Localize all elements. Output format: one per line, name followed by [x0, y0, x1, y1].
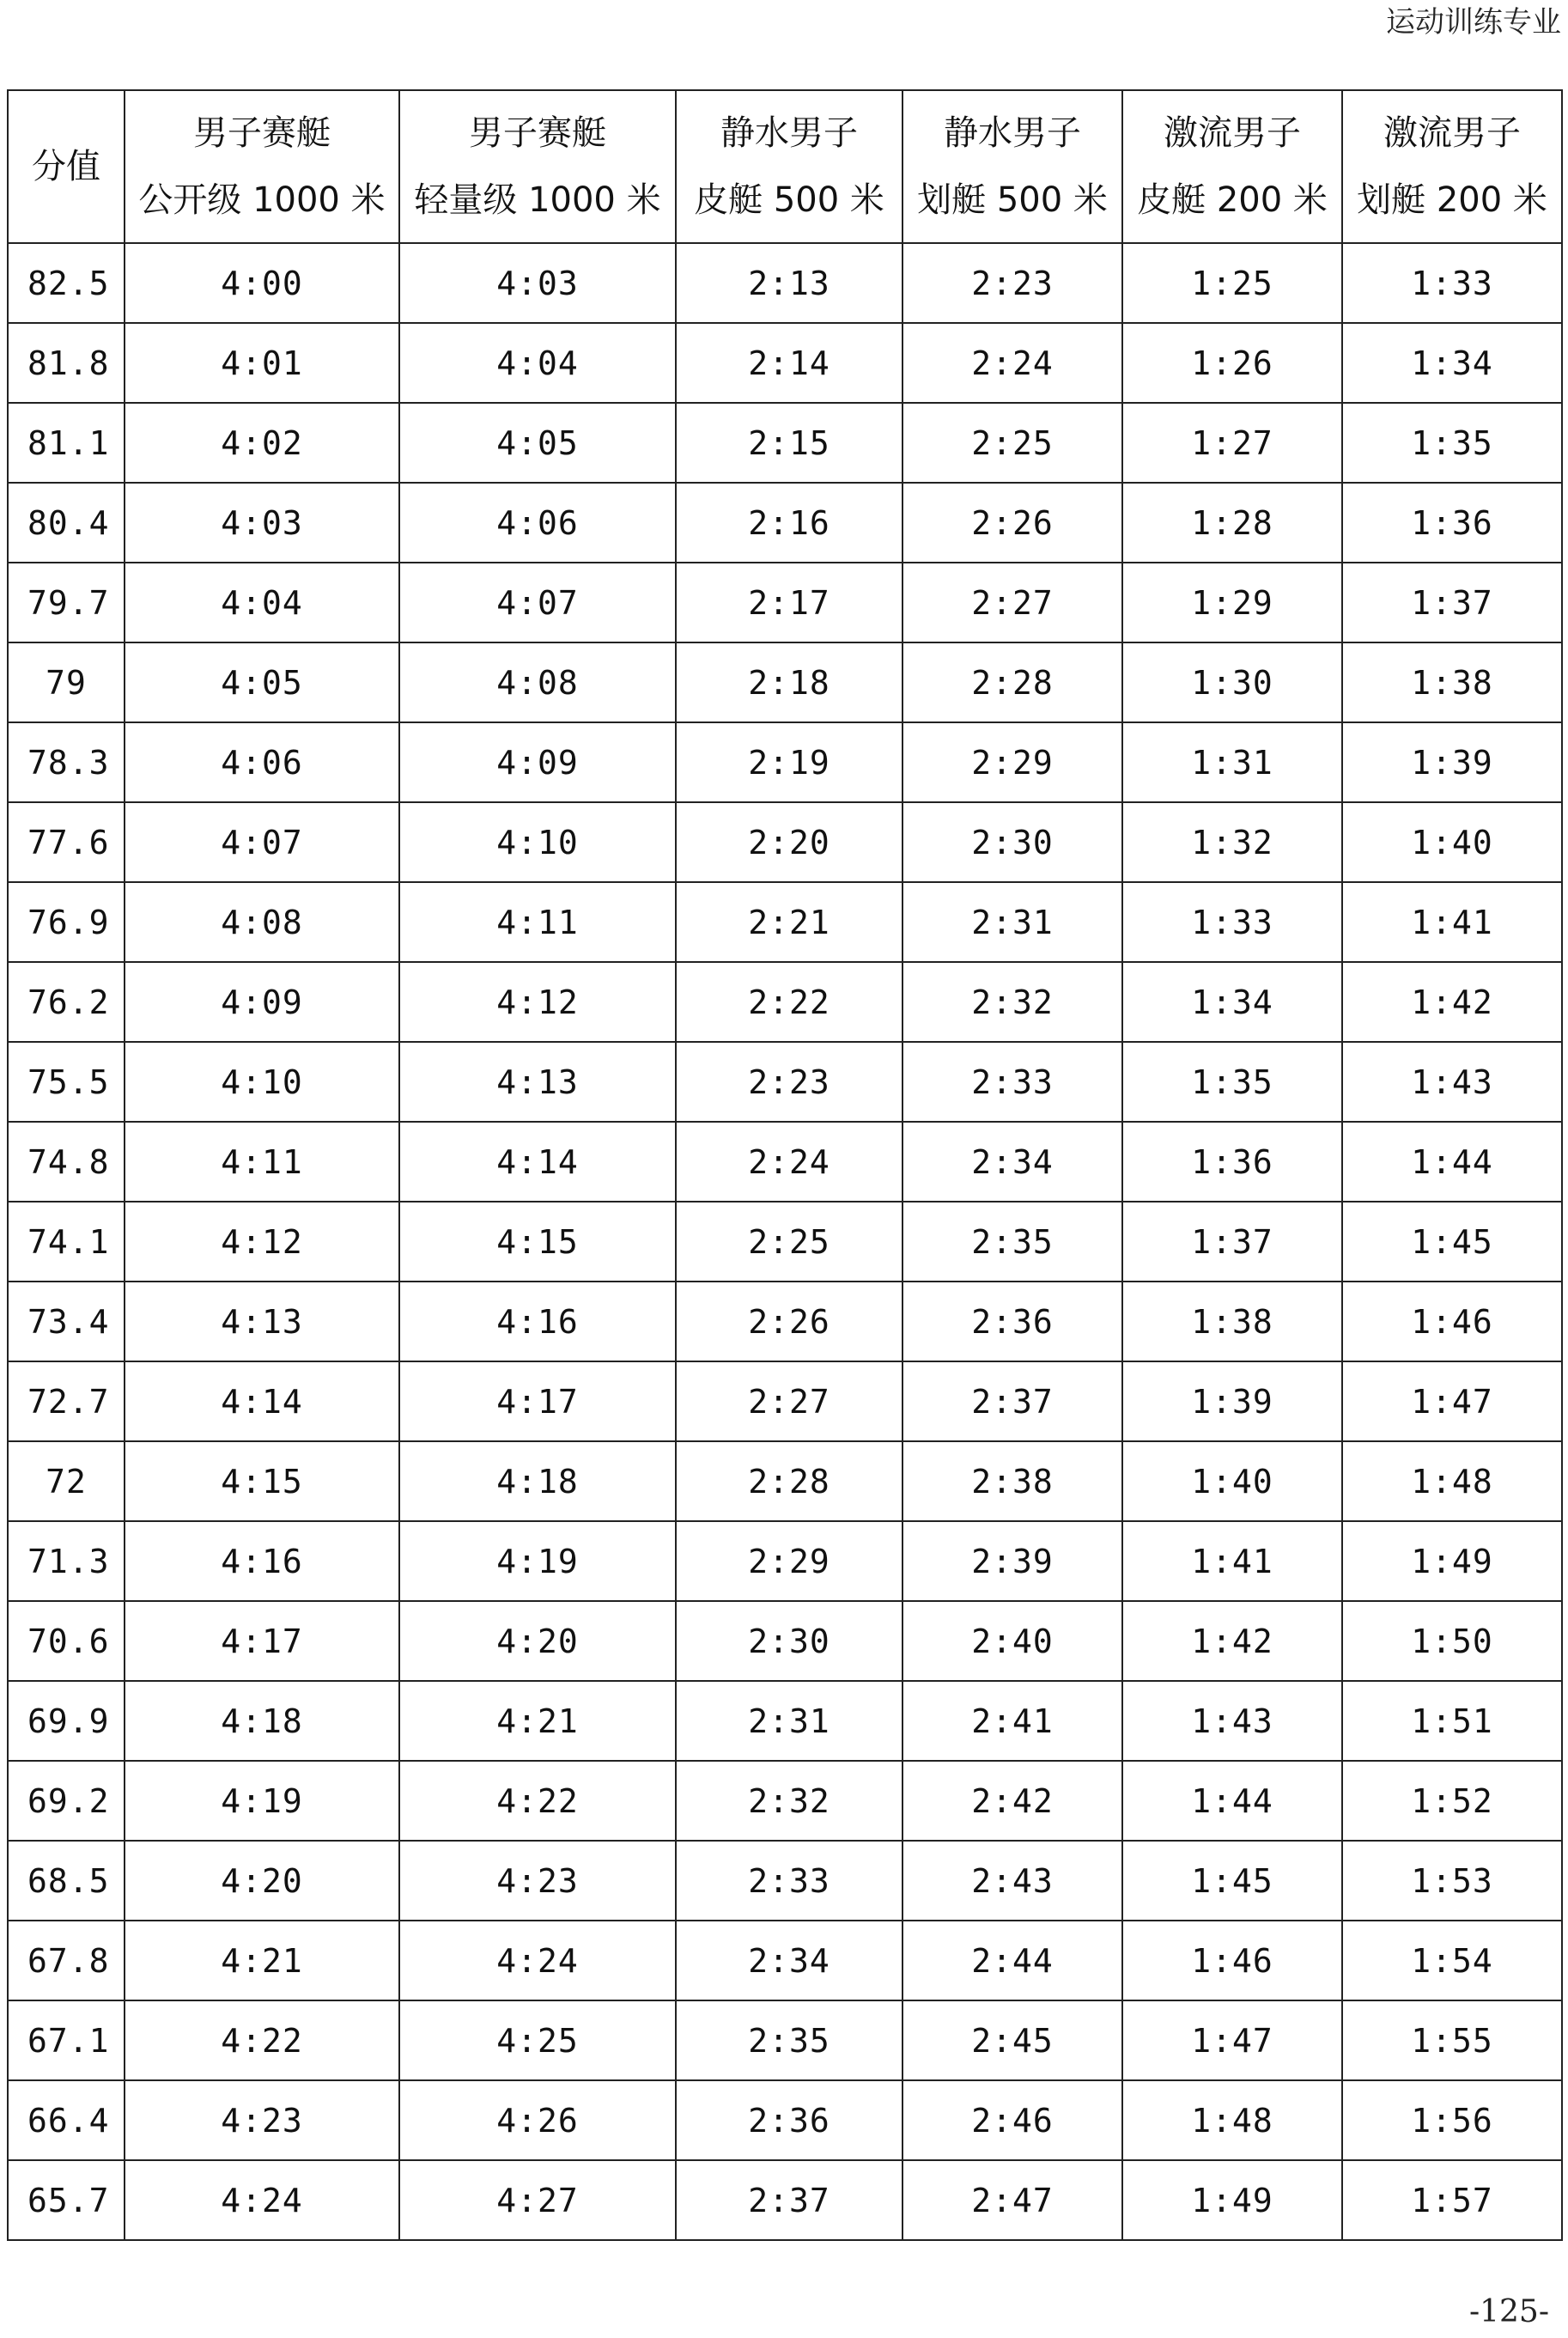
column-header-line: 分值	[32, 147, 100, 186]
time-cell: 2:25	[903, 403, 1122, 483]
time-cell: 1:56	[1342, 2080, 1562, 2160]
time-cell: 4:05	[399, 403, 676, 483]
score-cell: 79	[8, 642, 125, 722]
time-cell: 2:45	[903, 2000, 1122, 2080]
time-cell: 1:48	[1122, 2080, 1342, 2160]
score-cell: 81.1	[8, 403, 125, 483]
table-row	[8, 563, 1562, 642]
score-cell: 69.9	[8, 1681, 125, 1761]
time-cell: 2:36	[903, 1282, 1122, 1361]
table-row	[8, 1361, 1562, 1441]
time-cell: 2:20	[676, 802, 903, 882]
score-cell: 70.6	[8, 1601, 125, 1681]
time-cell: 1:30	[1122, 642, 1342, 722]
column-header-slalom-kayak-200m	[1122, 90, 1342, 243]
table-row	[8, 1441, 1562, 1521]
time-cell: 2:28	[903, 642, 1122, 722]
time-cell: 4:07	[399, 563, 676, 642]
time-cell: 2:38	[903, 1441, 1122, 1521]
column-header-line: 皮艇 200 米	[1137, 180, 1328, 220]
score-cell: 77.6	[8, 802, 125, 882]
table-row	[8, 1601, 1562, 1681]
score-cell: 74.1	[8, 1202, 125, 1282]
time-cell: 4:05	[125, 642, 399, 722]
score-cell: 81.8	[8, 323, 125, 403]
table-row	[8, 1122, 1562, 1202]
score-cell: 76.9	[8, 882, 125, 962]
column-header-line: 公开级 1000 米	[138, 180, 386, 220]
time-cell: 4:21	[399, 1681, 676, 1761]
time-cell: 4:22	[399, 1761, 676, 1841]
time-cell: 4:10	[399, 802, 676, 882]
time-cell: 2:42	[903, 1761, 1122, 1841]
table-row	[8, 2000, 1562, 2080]
score-cell: 78.3	[8, 722, 125, 802]
time-cell: 1:39	[1122, 1361, 1342, 1441]
table-row	[8, 323, 1562, 403]
time-cell: 1:31	[1122, 722, 1342, 802]
time-cell: 4:07	[125, 802, 399, 882]
time-cell: 2:18	[676, 642, 903, 722]
time-cell: 1:44	[1122, 1761, 1342, 1841]
time-cell: 4:11	[125, 1122, 399, 1202]
time-cell: 2:29	[903, 722, 1122, 802]
time-cell: 4:13	[125, 1282, 399, 1361]
time-cell: 2:27	[903, 563, 1122, 642]
header-row	[8, 90, 1562, 243]
time-cell: 1:35	[1122, 1042, 1342, 1122]
table-row	[8, 1761, 1562, 1841]
time-cell: 1:54	[1342, 1921, 1562, 2000]
time-cell: 1:35	[1342, 403, 1562, 483]
table-row	[8, 483, 1562, 563]
time-cell: 4:01	[125, 323, 399, 403]
time-cell: 2:26	[676, 1282, 903, 1361]
time-cell: 2:24	[676, 1122, 903, 1202]
table-row	[8, 243, 1562, 323]
time-cell: 4:17	[125, 1601, 399, 1681]
column-header-line: 划艇 200 米	[1357, 180, 1547, 220]
time-cell: 4:17	[399, 1361, 676, 1441]
time-cell: 1:26	[1122, 323, 1342, 403]
time-cell: 1:47	[1342, 1361, 1562, 1441]
time-cell: 4:18	[125, 1681, 399, 1761]
time-cell: 2:31	[903, 882, 1122, 962]
table-row	[8, 1042, 1562, 1122]
time-cell: 1:38	[1122, 1282, 1342, 1361]
time-cell: 1:42	[1122, 1601, 1342, 1681]
column-header-line: 静水男子	[944, 113, 1081, 153]
time-cell: 1:42	[1342, 962, 1562, 1042]
time-cell: 1:46	[1122, 1921, 1342, 2000]
time-cell: 4:20	[125, 1841, 399, 1921]
time-cell: 4:27	[399, 2160, 676, 2240]
column-header-rowing-open-1000m	[125, 90, 399, 243]
time-cell: 1:57	[1342, 2160, 1562, 2240]
table-row	[8, 2160, 1562, 2240]
score-cell: 76.2	[8, 962, 125, 1042]
time-cell: 2:23	[676, 1042, 903, 1122]
time-cell: 2:17	[676, 563, 903, 642]
time-cell: 2:32	[676, 1761, 903, 1841]
column-header-flatwater-canoe-500m	[903, 90, 1122, 243]
time-cell: 2:37	[903, 1361, 1122, 1441]
time-cell: 1:29	[1122, 563, 1342, 642]
column-header-line: 激流男子	[1164, 113, 1301, 153]
time-cell: 4:20	[399, 1601, 676, 1681]
time-cell: 2:24	[903, 323, 1122, 403]
score-cell: 73.4	[8, 1282, 125, 1361]
time-cell: 1:32	[1122, 802, 1342, 882]
time-cell: 2:26	[903, 483, 1122, 563]
time-cell: 1:33	[1342, 243, 1562, 323]
column-header-slalom-canoe-200m	[1342, 90, 1562, 243]
time-cell: 2:15	[676, 403, 903, 483]
time-cell: 4:15	[399, 1202, 676, 1282]
time-cell: 2:14	[676, 323, 903, 403]
score-cell: 80.4	[8, 483, 125, 563]
time-cell: 4:09	[125, 962, 399, 1042]
table-row	[8, 1841, 1562, 1921]
time-cell: 4:00	[125, 243, 399, 323]
table-row	[8, 1282, 1562, 1361]
time-cell: 2:33	[676, 1841, 903, 1921]
score-cell: 69.2	[8, 1761, 125, 1841]
score-cell: 65.7	[8, 2160, 125, 2240]
time-cell: 4:24	[125, 2160, 399, 2240]
time-cell: 1:33	[1122, 882, 1342, 962]
score-cell: 67.1	[8, 2000, 125, 2080]
time-cell: 2:37	[676, 2160, 903, 2240]
time-cell: 1:49	[1122, 2160, 1342, 2240]
time-cell: 4:24	[399, 1921, 676, 2000]
time-cell: 2:46	[903, 2080, 1122, 2160]
table-row	[8, 2080, 1562, 2160]
time-cell: 2:43	[903, 1841, 1122, 1921]
time-cell: 4:02	[125, 403, 399, 483]
time-cell: 4:14	[399, 1122, 676, 1202]
score-cell: 66.4	[8, 2080, 125, 2160]
time-cell: 2:21	[676, 882, 903, 962]
table-row	[8, 403, 1562, 483]
time-cell: 4:19	[399, 1521, 676, 1601]
time-cell: 1:36	[1122, 1122, 1342, 1202]
time-cell: 1:44	[1342, 1122, 1562, 1202]
time-cell: 1:50	[1342, 1601, 1562, 1681]
time-cell: 4:23	[125, 2080, 399, 2160]
time-cell: 4:04	[125, 563, 399, 642]
time-cell: 1:53	[1342, 1841, 1562, 1921]
table-row	[8, 642, 1562, 722]
column-header-rowing-lightweight-1000m	[399, 90, 676, 243]
time-cell: 1:41	[1342, 882, 1562, 962]
time-cell: 2:19	[676, 722, 903, 802]
score-cell: 72.7	[8, 1361, 125, 1441]
score-cell: 72	[8, 1441, 125, 1521]
time-cell: 4:03	[399, 243, 676, 323]
time-cell: 1:55	[1342, 2000, 1562, 2080]
column-header-line: 男子赛艇	[193, 113, 331, 153]
score-cell: 75.5	[8, 1042, 125, 1122]
time-cell: 4:23	[399, 1841, 676, 1921]
time-cell: 2:47	[903, 2160, 1122, 2240]
time-cell: 4:19	[125, 1761, 399, 1841]
score-cell: 79.7	[8, 563, 125, 642]
time-cell: 4:13	[399, 1042, 676, 1122]
time-cell: 2:44	[903, 1921, 1122, 2000]
score-cell: 68.5	[8, 1841, 125, 1921]
table-row	[8, 722, 1562, 802]
time-cell: 2:16	[676, 483, 903, 563]
time-cell: 1:37	[1342, 563, 1562, 642]
time-cell: 4:16	[399, 1282, 676, 1361]
time-cell: 1:45	[1122, 1841, 1342, 1921]
time-cell: 1:40	[1342, 802, 1562, 882]
table-row	[8, 962, 1562, 1042]
page-number: -125-	[1468, 2294, 1549, 2329]
time-cell: 2:35	[903, 1202, 1122, 1282]
time-cell: 2:36	[676, 2080, 903, 2160]
column-header-line: 静水男子	[720, 113, 858, 153]
column-header-line: 划艇 500 米	[917, 180, 1108, 220]
time-cell: 2:25	[676, 1202, 903, 1282]
time-cell: 4:10	[125, 1042, 399, 1122]
time-cell: 2:32	[903, 962, 1122, 1042]
time-cell: 1:45	[1342, 1202, 1562, 1282]
time-cell: 1:43	[1342, 1042, 1562, 1122]
time-cell: 1:43	[1122, 1681, 1342, 1761]
running-header: 运动训练专业	[1386, 5, 1561, 40]
time-cell: 4:26	[399, 2080, 676, 2160]
time-cell: 2:35	[676, 2000, 903, 2080]
column-header-line: 皮艇 500 米	[694, 180, 884, 220]
score-cell: 74.8	[8, 1122, 125, 1202]
time-cell: 2:27	[676, 1361, 903, 1441]
time-cell: 1:34	[1122, 962, 1342, 1042]
table-row	[8, 1681, 1562, 1761]
score-cell: 82.5	[8, 243, 125, 323]
time-cell: 2:39	[903, 1521, 1122, 1601]
table-row	[8, 1921, 1562, 2000]
table-row	[8, 802, 1562, 882]
time-cell: 2:34	[676, 1921, 903, 2000]
time-cell: 1:25	[1122, 243, 1342, 323]
time-cell: 4:22	[125, 2000, 399, 2080]
time-cell: 2:33	[903, 1042, 1122, 1122]
time-cell: 2:13	[676, 243, 903, 323]
table-header	[8, 90, 1562, 243]
time-cell: 4:16	[125, 1521, 399, 1601]
column-header-score	[8, 90, 125, 243]
time-cell: 4:04	[399, 323, 676, 403]
time-cell: 2:30	[903, 802, 1122, 882]
time-cell: 1:39	[1342, 722, 1562, 802]
score-cell: 67.8	[8, 1921, 125, 2000]
time-cell: 4:06	[399, 483, 676, 563]
time-cell: 1:49	[1342, 1521, 1562, 1601]
table-row	[8, 1521, 1562, 1601]
column-header-line: 轻量级 1000 米	[414, 180, 661, 220]
time-cell: 4:15	[125, 1441, 399, 1521]
time-cell: 4:03	[125, 483, 399, 563]
time-cell: 2:28	[676, 1441, 903, 1521]
score-table	[7, 89, 1563, 2241]
table-row	[8, 1202, 1562, 1282]
time-cell: 2:30	[676, 1601, 903, 1681]
time-cell: 4:18	[399, 1441, 676, 1521]
time-cell: 4:25	[399, 2000, 676, 2080]
time-cell: 4:06	[125, 722, 399, 802]
time-cell: 4:14	[125, 1361, 399, 1441]
time-cell: 1:41	[1122, 1521, 1342, 1601]
time-cell: 1:36	[1342, 483, 1562, 563]
time-cell: 2:22	[676, 962, 903, 1042]
table-row	[8, 882, 1562, 962]
time-cell: 4:08	[125, 882, 399, 962]
time-cell: 2:31	[676, 1681, 903, 1761]
time-cell: 1:40	[1122, 1441, 1342, 1521]
time-cell: 4:09	[399, 722, 676, 802]
time-cell: 4:21	[125, 1921, 399, 2000]
time-cell: 4:12	[125, 1202, 399, 1282]
time-cell: 4:08	[399, 642, 676, 722]
time-cell: 1:51	[1342, 1681, 1562, 1761]
time-cell: 1:52	[1342, 1761, 1562, 1841]
score-cell: 71.3	[8, 1521, 125, 1601]
column-header-line: 激流男子	[1383, 113, 1521, 153]
column-header-flatwater-kayak-500m	[676, 90, 903, 243]
time-cell: 1:28	[1122, 483, 1342, 563]
time-cell: 4:11	[399, 882, 676, 962]
time-cell: 1:37	[1122, 1202, 1342, 1282]
time-cell: 1:46	[1342, 1282, 1562, 1361]
time-cell: 4:12	[399, 962, 676, 1042]
time-cell: 2:29	[676, 1521, 903, 1601]
column-header-line: 男子赛艇	[469, 113, 606, 153]
time-cell: 2:40	[903, 1601, 1122, 1681]
time-cell: 1:27	[1122, 403, 1342, 483]
time-cell: 1:48	[1342, 1441, 1562, 1521]
time-cell: 2:41	[903, 1681, 1122, 1761]
time-cell: 2:34	[903, 1122, 1122, 1202]
table-body	[8, 243, 1562, 2240]
time-cell: 1:34	[1342, 323, 1562, 403]
time-cell: 1:38	[1342, 642, 1562, 722]
time-cell: 2:23	[903, 243, 1122, 323]
time-cell: 1:47	[1122, 2000, 1342, 2080]
